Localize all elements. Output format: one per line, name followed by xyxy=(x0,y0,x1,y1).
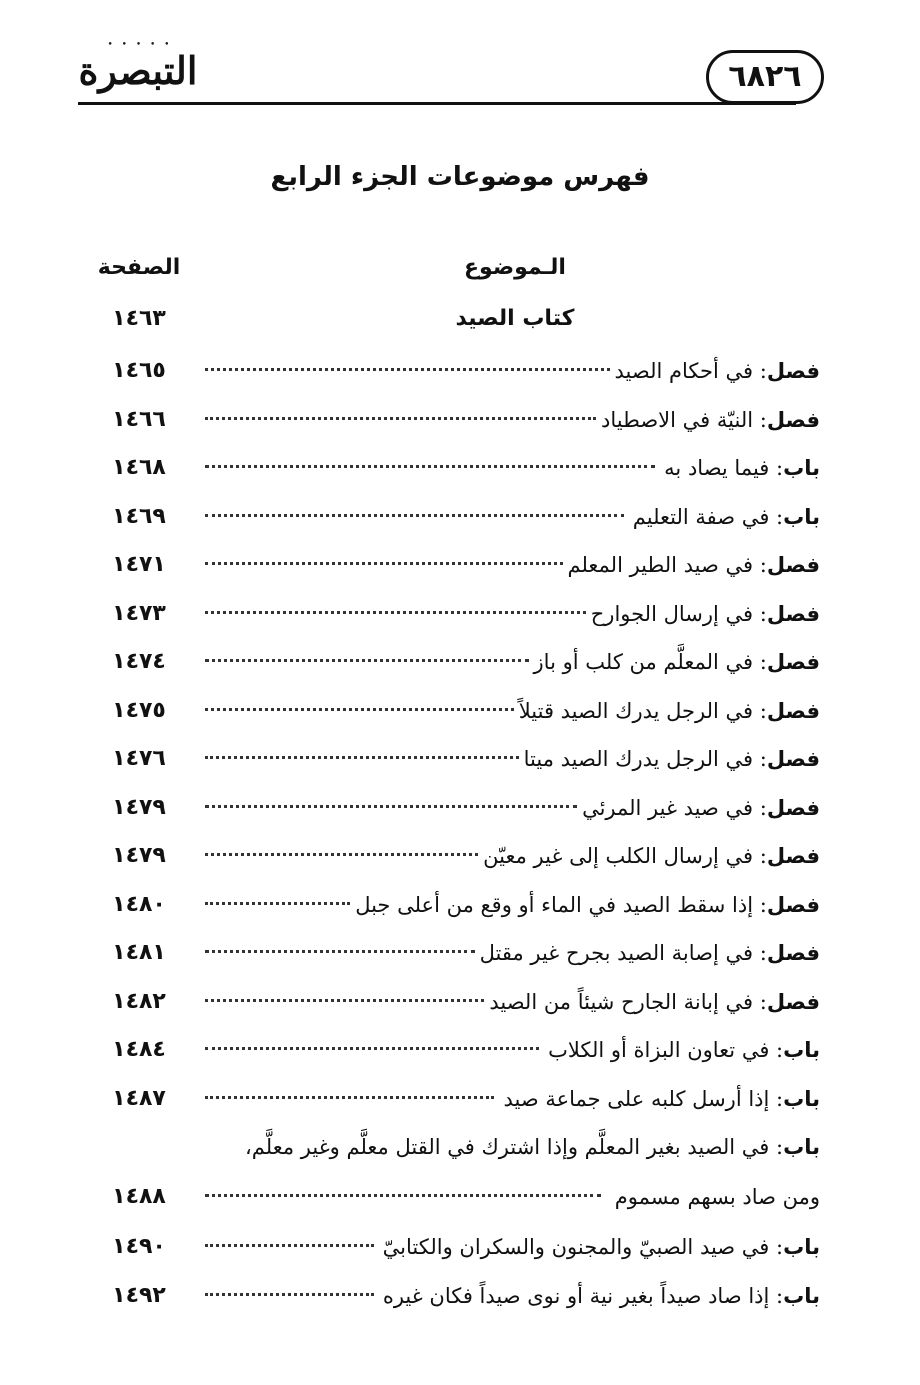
entry-text: في الصيد بغير المعلَّم وإذا اشترك في القتل معلَّم وغير معلَّم، xyxy=(245,1135,770,1159)
entry-text: إذا صاد صيداً بغير نية أو نوى صيداً فكان غيره xyxy=(382,1283,770,1308)
entry-text: في إرسال الجوارح xyxy=(590,601,754,626)
index-entry xyxy=(0,593,920,642)
index-entry xyxy=(0,544,920,593)
leader-dots xyxy=(205,756,519,761)
entry-title: فصل: في إصابة الصيد بجرح غير مقتل xyxy=(479,941,820,965)
index-entries xyxy=(0,350,920,1323)
leader-dots xyxy=(205,1047,539,1052)
header-rule xyxy=(78,102,796,105)
index-entry xyxy=(0,496,920,545)
entry-kind: فصل xyxy=(766,698,820,723)
index-entry xyxy=(0,787,920,836)
leader-dots xyxy=(205,853,478,858)
entry-text: في إبانة الجارح شيئاً من الصيد xyxy=(489,989,754,1014)
entry-kind: باب xyxy=(783,1038,820,1062)
leader-dots xyxy=(205,611,586,616)
entry-kind: باب xyxy=(783,504,820,529)
entry-text: في أحكام الصيد xyxy=(614,359,754,383)
index-entry xyxy=(0,399,920,448)
entry-kind: فصل xyxy=(766,795,820,820)
leader-dots xyxy=(205,805,577,810)
entry-title: فصل: في إرسال الكلب إلى غير معيّن xyxy=(483,844,820,868)
entry-title: فصل: النيّة في الاصطياد xyxy=(601,407,820,432)
entry-kind: فصل xyxy=(766,747,820,771)
column-header-page: الصفحة xyxy=(97,255,181,280)
title-ornament-dots: • • • • • xyxy=(107,40,173,50)
index-entry xyxy=(0,835,920,884)
entry-text: في صيد الطير المعلم xyxy=(567,553,754,577)
entry-title: فصل: إذا سقط الصيد في الماء أو وقع من أعلى جبل xyxy=(355,892,820,917)
entry-kind: فصل xyxy=(766,941,820,965)
entry-kind: فصل xyxy=(766,553,820,577)
entry-text: في الرجل يدرك الصيد قتيلاً xyxy=(518,698,754,723)
entry-kind: باب xyxy=(783,1086,820,1111)
index-entry xyxy=(0,738,920,787)
entry-page-number: ١٤٨٢ xyxy=(112,988,166,1014)
entry-text: في إصابة الصيد بجرح غير مقتل xyxy=(479,941,754,965)
entry-text: في صفة التعليم xyxy=(632,504,770,529)
index-entry xyxy=(0,1029,920,1078)
index-entry xyxy=(0,981,920,1030)
page-number-badge: ٦٨٢٦ xyxy=(706,50,824,104)
entry-page-number: ١٤٧٥ xyxy=(112,697,166,723)
entry-page-number: ١٤٧٩ xyxy=(112,794,166,820)
entry-title: فصل: في المعلَّم من كلب أو باز xyxy=(533,650,820,674)
entry-kind: فصل xyxy=(766,892,820,917)
page-title: فهرس موضوعات الجزء الرابع xyxy=(270,162,650,192)
entry-text: فيما يصاد به xyxy=(664,456,770,480)
entry-title: باب: في تعاون البزاة أو الكلاب xyxy=(548,1038,820,1062)
entry-title: فصل: في الرجل يدرك الصيد قتيلاً xyxy=(518,698,820,723)
book-title: التبصرة xyxy=(78,48,198,93)
entry-kind: فصل xyxy=(766,844,820,868)
entry-text: النيّة في الاصطياد xyxy=(601,407,754,432)
entry-text: في صيد الصبيّ والمجنون والسكران والكتابيّ xyxy=(382,1235,770,1259)
entry-text: في المعلَّم من كلب أو باز xyxy=(533,650,754,674)
entry-title: باب: في صيد الصبيّ والمجنون والسكران والكتابيّ xyxy=(382,1235,820,1259)
entry-page-number: ١٤٦٩ xyxy=(112,503,166,529)
entry-page-number: ١٤٧٦ xyxy=(112,746,166,771)
entry-text: في صيد غير المرئي xyxy=(582,795,754,820)
entry-page-number: ١٤٨٧ xyxy=(112,1085,166,1111)
entry-page-number: ١٤٨٤ xyxy=(112,1037,166,1062)
entry-title: باب: فيما يصاد به xyxy=(664,456,820,480)
leader-dots xyxy=(205,417,596,422)
entry-text: إذا أرسل كلبه على جماعة صيد xyxy=(503,1086,770,1111)
leader-dots xyxy=(205,1244,374,1249)
entry-title: فصل: في صيد غير المرئي xyxy=(582,795,820,820)
leader-dots xyxy=(205,902,350,907)
index-entry xyxy=(0,1126,920,1226)
index-entry xyxy=(0,690,920,739)
leader-dots xyxy=(205,465,655,470)
entry-text: في الرجل يدرك الصيد ميتا xyxy=(523,747,754,771)
entry-title: باب: في الصيد بغير المعلَّم وإذا اشترك في القتل معلَّم وغير معلَّم، xyxy=(245,1135,820,1159)
entry-page-number: ١٤٩٢ xyxy=(112,1282,166,1308)
index-entry xyxy=(0,350,920,399)
index-entry xyxy=(0,932,920,981)
leader-dots xyxy=(205,659,529,664)
entry-text: إذا سقط الصيد في الماء أو وقع من أعلى جبل xyxy=(355,892,754,917)
entry-title: فصل: في إبانة الجارح شيئاً من الصيد xyxy=(489,989,820,1014)
index-entry xyxy=(0,1078,920,1127)
leader-dots xyxy=(205,999,484,1004)
entry-text: في تعاون البزاة أو الكلاب xyxy=(548,1038,770,1062)
entry-page-number: ١٤٦٨ xyxy=(112,455,166,480)
entry-kind: باب xyxy=(783,1235,820,1259)
leader-dots xyxy=(205,1194,601,1199)
entry-kind: فصل xyxy=(766,359,820,383)
entry-title: فصل: في أحكام الصيد xyxy=(614,359,820,383)
entry-page-number: ١٤٨١ xyxy=(112,940,166,965)
column-header-topic: الـموضوع xyxy=(464,255,566,280)
entry-page-number: ١٤٨٠ xyxy=(112,891,166,917)
entry-kind: فصل xyxy=(766,601,820,626)
index-entry xyxy=(0,447,920,496)
entry-kind: باب xyxy=(783,456,820,480)
book-heading-page: ١٤٦٣ xyxy=(112,306,166,331)
entry-text-continued: ومن صاد بسهم مسموم xyxy=(614,1185,820,1209)
entry-page-number: ١٤٧٣ xyxy=(112,600,166,626)
book-heading: كتاب الصيد xyxy=(455,306,575,331)
entry-kind: فصل xyxy=(766,989,820,1014)
entry-page-number: ١٤٧٤ xyxy=(112,649,166,674)
entry-title: باب: إذا أرسل كلبه على جماعة صيد xyxy=(503,1086,820,1111)
index-entry xyxy=(0,1275,920,1324)
entry-title: باب: إذا صاد صيداً بغير نية أو نوى صيداً فكان غيره xyxy=(382,1283,820,1308)
entry-page-number: ١٤٧٩ xyxy=(112,843,166,868)
entry-page-number: ١٤٦٦ xyxy=(112,406,166,432)
leader-dots xyxy=(205,562,563,567)
entry-page-number: ١٤٩٠ xyxy=(112,1234,166,1259)
entry-page-number: ١٤٨٨ xyxy=(112,1184,166,1209)
leader-dots xyxy=(205,514,624,519)
entry-title: باب: في صفة التعليم xyxy=(632,504,820,529)
entry-kind: فصل xyxy=(766,407,820,432)
entry-title: فصل: في إرسال الجوارح xyxy=(590,601,820,626)
leader-dots xyxy=(205,1096,494,1101)
entry-kind: فصل xyxy=(766,650,820,674)
entry-kind: باب xyxy=(783,1283,820,1308)
entry-kind: باب xyxy=(783,1135,820,1159)
entry-text: في إرسال الكلب إلى غير معيّن xyxy=(483,844,754,868)
leader-dots xyxy=(205,708,514,713)
index-entry xyxy=(0,1226,920,1275)
leader-dots xyxy=(205,950,475,955)
entry-title: فصل: في الرجل يدرك الصيد ميتا xyxy=(523,747,820,771)
entry-page-number: ١٤٧١ xyxy=(112,552,166,577)
entry-page-number: ١٤٦٥ xyxy=(112,358,166,383)
leader-dots xyxy=(205,1293,374,1298)
leader-dots xyxy=(205,368,610,373)
index-entry xyxy=(0,641,920,690)
index-entry xyxy=(0,884,920,933)
entry-title: فصل: في صيد الطير المعلم xyxy=(567,553,820,577)
